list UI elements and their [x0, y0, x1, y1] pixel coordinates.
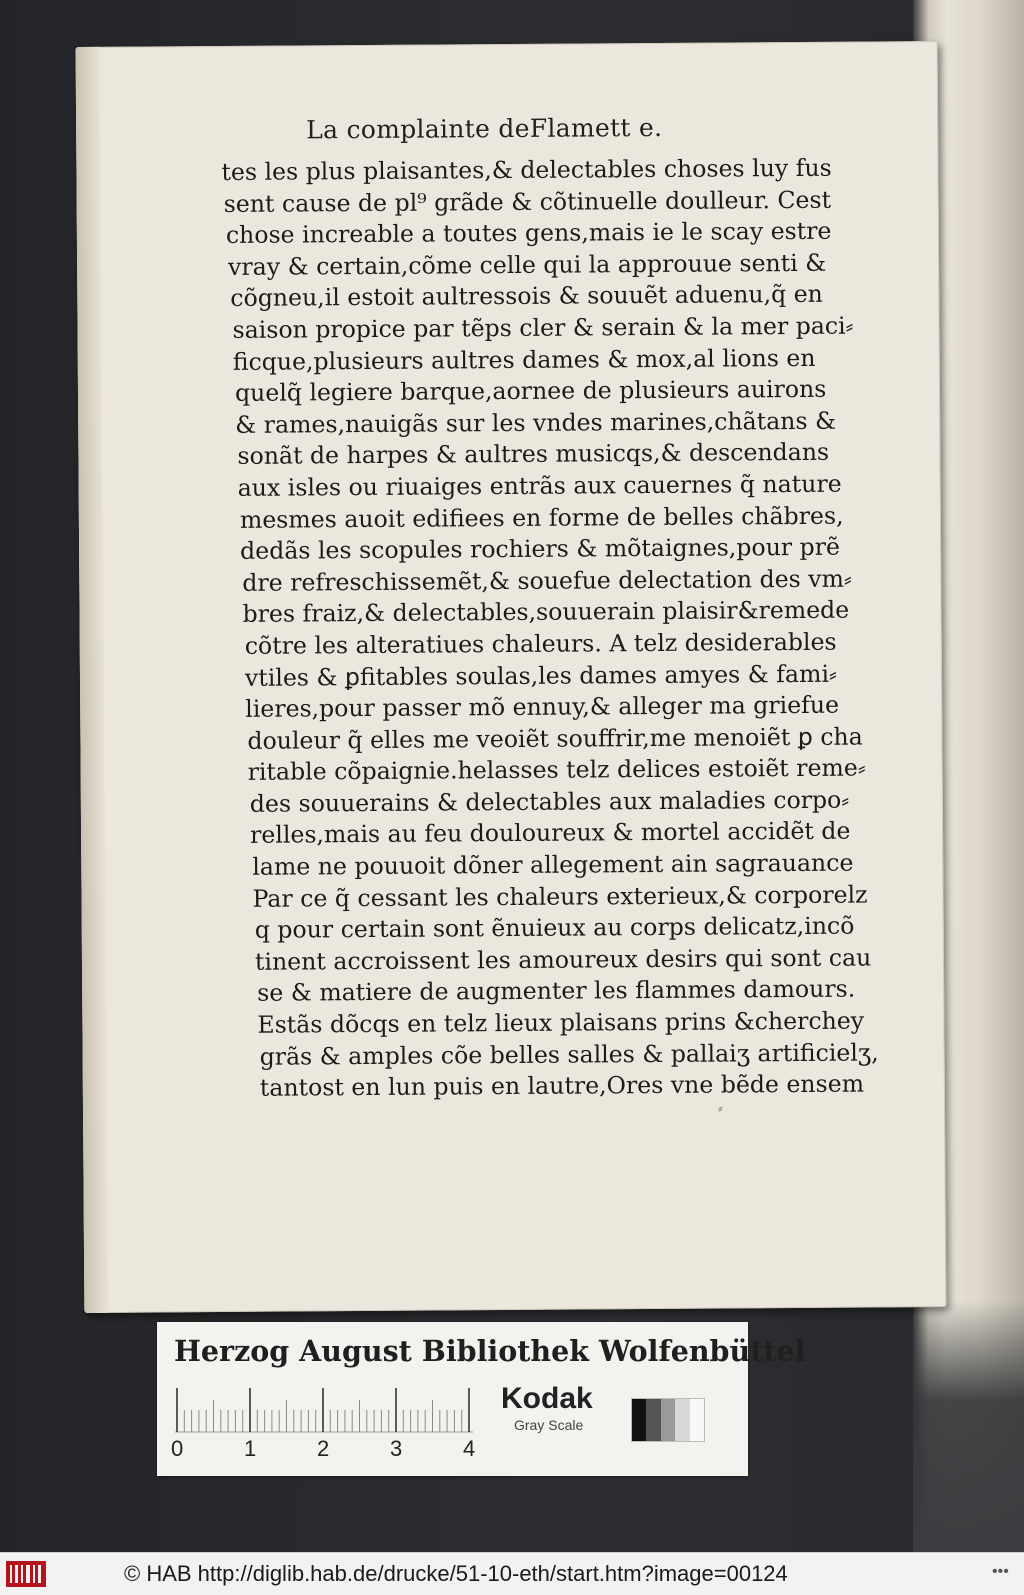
ellipsis-icon[interactable]: •••	[992, 1563, 1009, 1580]
text-line: ritable cõpaignie.helasses telz delices estoiẽt reme⸗	[247, 753, 866, 787]
text-line: chose increable a toutes gens,mais ie le scay estre	[225, 216, 832, 250]
library-label-card	[157, 1322, 806, 1476]
kodak-logo: Kodak	[501, 1382, 593, 1415]
text-line: cõtre les alteratiues chaleurs. A telz desiderables	[244, 627, 837, 660]
ruler-number: 1	[244, 1436, 257, 1461]
text-line: ficque,plusieurs aultres dames & mox,al lions en	[232, 343, 816, 376]
gray-swatch	[661, 1399, 675, 1441]
library-name: Herzog August Bibliothek Wolfenbüttel	[174, 1334, 806, 1368]
text-line: lame ne pouuoit dõner allegement ain sagrauance	[252, 848, 854, 881]
text-line: mesmes auoit edifiees en forme de belles chãbres,	[239, 501, 844, 534]
text-line: Par ce q̃ cessant les chaleurs exterieux,& corporelz	[252, 880, 868, 913]
ruler-number: 3	[390, 1436, 403, 1461]
text-line: vtiles & ꝑfitables soulas,les dames amyes & fami⸗	[244, 659, 837, 692]
footer-bar	[0, 1552, 1024, 1595]
text-line: q pour certain sont ẽnuieux au corps delicatz,incõ	[254, 911, 855, 945]
text-line: cõgneu,il estoit aultressois & souuẽt aduenu,q̃ en	[230, 280, 823, 313]
text-line: bres fraiz,& delectables,souuerain plaisir&remede	[242, 595, 850, 629]
page-text	[221, 153, 879, 1105]
copyright-url[interactable]: © HAB http://diglib.hab.de/drucke/51-10-eth/start.htm?image=00124	[124, 1561, 788, 1586]
ruler-number: 4	[463, 1436, 476, 1461]
text-line: aux isles ou riuaiges entrãs aux cauernes q̃ nature	[237, 469, 842, 502]
text-line: tantost en lun puis en lautre,Ores vne bẽde ensem	[259, 1069, 865, 1102]
text-line: vray & certain,cõme celle qui la approuue senti &	[228, 248, 827, 281]
text-line: grãs & amples cõe belles salles & pallaiʒ artificielʒ,	[259, 1038, 879, 1071]
text-line: se & matiere de augmenter les flammes damours.	[257, 975, 856, 1008]
gray-swatch	[632, 1399, 646, 1441]
running-header: La complainte deFlamett e.	[306, 112, 663, 145]
text-line: saison propice par tẽps cler & serain & la mer paci⸗	[232, 311, 854, 344]
binding-shadow	[913, 1300, 1024, 1552]
text-line: douleur q̃ elles me veoiẽt souffrir,me menoiẽt ꝑ cha	[247, 722, 863, 755]
ruler	[175, 1388, 475, 1434]
gray-swatch	[690, 1399, 704, 1441]
text-line: dre refreschissemẽt,& souefue delectation des vm⸗	[242, 564, 852, 597]
text-line: Estãs dõcqs en telz lieux plaisans prins &cherchey	[257, 1006, 865, 1039]
text-line: sent cause de pl⁹ grãde & cõtinuelle doulleur. Cest	[223, 185, 832, 218]
gray-swatch	[646, 1399, 660, 1441]
page-mark: ⸗	[717, 1100, 723, 1117]
text-line: tes les plus plaisantes,& delectables choses luy fus	[221, 153, 832, 187]
ruler-number: 2	[317, 1436, 330, 1461]
text-line: des souuerains & delectables aux maladies corpo⸗	[249, 785, 850, 818]
text-line: relles,mais au feu douloureux & mortel accidẽt de	[250, 817, 851, 850]
gray-scale-swatches	[631, 1398, 705, 1442]
gray-swatch	[675, 1399, 689, 1441]
grayscale-label: Gray Scale	[514, 1417, 584, 1433]
text-line: dedãs les scopules rochiers & mõtaignes,pour prẽ	[240, 532, 841, 566]
text-line: tinent accroissent les amoureux desirs qui sont cau	[254, 943, 872, 976]
text-line: quelq̃ legiere barque,aornee de plusieurs auirons	[234, 374, 827, 408]
text-line: & rames,nauigãs sur les vndes marines,chãtans &	[235, 406, 837, 439]
hab-logo-icon	[6, 1561, 46, 1587]
text-line: sonãt de harpes & aultres musicqs,& descendans	[237, 438, 830, 471]
text-line: lieres,pour passer mõ ennuy,& alleger ma griefue	[245, 690, 840, 723]
ruler-number: 0	[171, 1436, 184, 1461]
book-page	[76, 41, 947, 1313]
